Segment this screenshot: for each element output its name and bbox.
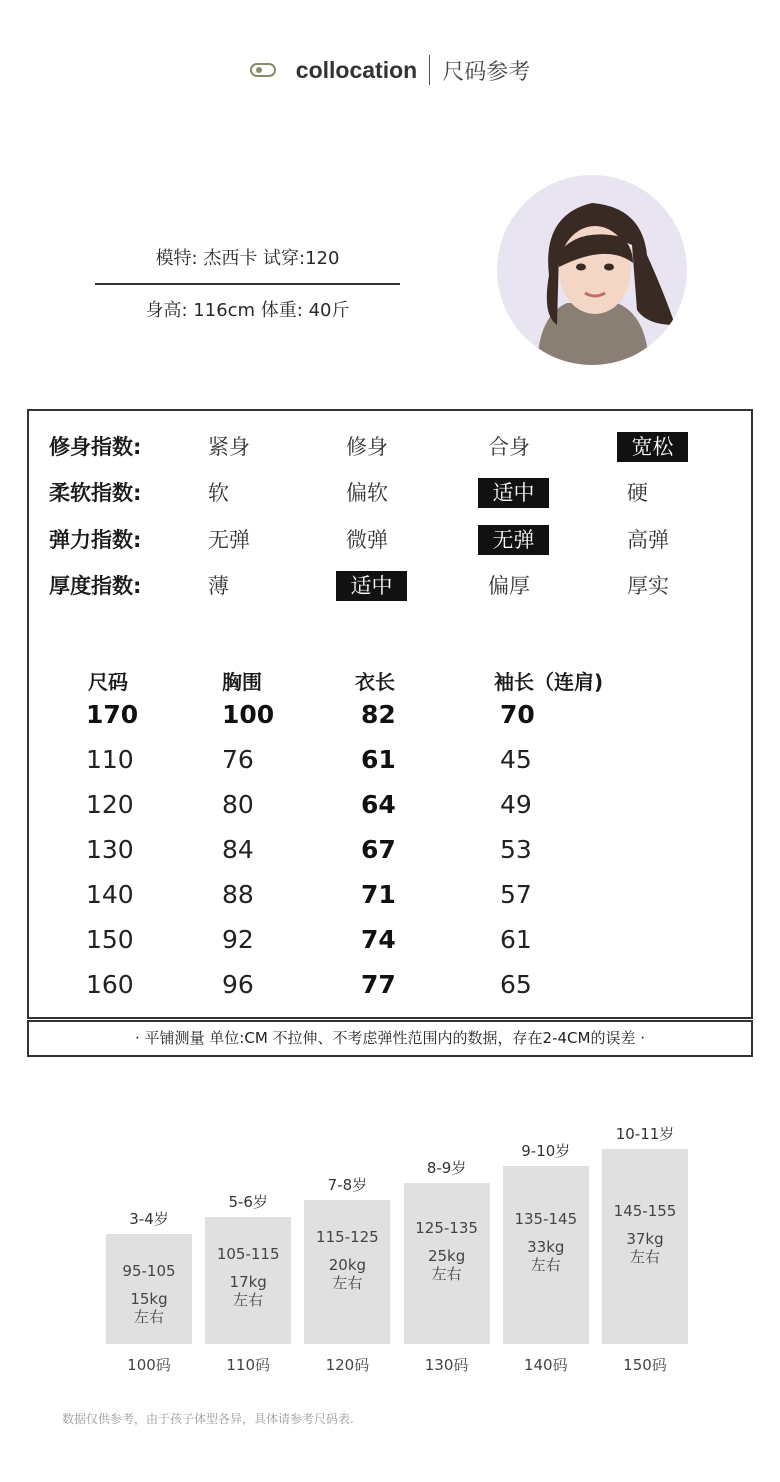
fit-index-label: 柔软指数: <box>49 481 142 505</box>
table-cell: 77 <box>361 970 396 999</box>
model-divider <box>95 283 400 285</box>
fit-option: 薄 <box>208 574 229 598</box>
table-cell: 61 <box>500 925 532 954</box>
chart-height-label: 135-145 <box>514 1210 578 1228</box>
chart-weight-label: 17kg <box>229 1273 267 1291</box>
table-cell: 84 <box>222 835 254 864</box>
header <box>0 50 780 90</box>
chart-size-label: 120码 <box>325 1356 370 1374</box>
chart-size-label: 130码 <box>424 1356 469 1374</box>
measurement-note: · 平铺测量 单位:CM 不拉伸、不考虑弹性范围内的数据，存在2-4CM的误差 · <box>27 1020 753 1057</box>
table-cell: 57 <box>500 880 532 909</box>
fit-option-selected: 无弹 <box>478 525 549 555</box>
fit-option: 紧身 <box>208 435 250 459</box>
chart-age-label: 9-10岁 <box>521 1142 571 1160</box>
table-cell: 130 <box>86 835 134 864</box>
fit-option: 硬 <box>627 481 648 505</box>
chart-height-label: 105-115 <box>216 1245 280 1263</box>
chart-height-label: 145-155 <box>613 1201 677 1220</box>
chart-age-label: 8-9岁 <box>426 1159 467 1177</box>
fit-option: 修身 <box>346 435 388 459</box>
fit-option: 偏软 <box>346 481 388 505</box>
chart-weight-note: 左右 <box>133 1308 164 1326</box>
table-cell: 100 <box>222 700 275 729</box>
chart-weight-note: 左右 <box>431 1264 462 1283</box>
table-cell: 65 <box>500 970 532 999</box>
fit-option: 微弹 <box>346 528 388 552</box>
table-cell: 49 <box>500 790 532 819</box>
table-cell: 71 <box>361 880 396 909</box>
table-header: 胸围 <box>222 670 262 694</box>
chart-age-label: 3-4岁 <box>129 1210 169 1228</box>
table-cell: 140 <box>86 880 134 909</box>
model-avatar <box>497 175 687 365</box>
header-title-en: collocation <box>295 56 418 83</box>
chart-weight-label: 33kg <box>527 1238 565 1256</box>
chart-weight-label: 15kg <box>130 1290 168 1308</box>
chart-weight-note: 左右 <box>629 1247 660 1266</box>
chart-weight-label: 20kg <box>328 1256 367 1274</box>
header-title-cn: 尺码参考 <box>442 59 531 85</box>
fit-option: 软 <box>208 481 229 505</box>
table-cell: 96 <box>222 970 254 999</box>
chart-age-label: 10-11岁 <box>615 1125 675 1143</box>
table-cell: 110 <box>86 745 134 774</box>
chart-size-label: 110码 <box>226 1356 270 1374</box>
footer-disclaimer: 数据仅供参考，由于孩子体型各异，具体请参考尺码表. <box>62 1412 354 1426</box>
table-cell: 160 <box>86 970 134 999</box>
fit-option: 高弹 <box>627 528 669 552</box>
table-cell: 80 <box>222 790 254 819</box>
chart-height-label: 95-105 <box>122 1262 176 1280</box>
chart-weight-note: 左右 <box>530 1256 561 1274</box>
chart-bar <box>106 1234 192 1344</box>
table-cell: 45 <box>500 745 532 774</box>
toggle-icon <box>250 63 276 77</box>
fit-option: 偏厚 <box>488 574 530 598</box>
header-divider <box>429 55 430 85</box>
table-cell: 67 <box>361 835 396 864</box>
table-cell: 92 <box>222 925 254 954</box>
table-cell: 170 <box>86 700 139 729</box>
fit-option: 无弹 <box>208 528 250 552</box>
chart-size-label: 150码 <box>623 1356 667 1374</box>
chart-height-label: 115-125 <box>316 1228 379 1246</box>
chart-size-label: 140码 <box>523 1356 568 1374</box>
chart-size-label: 100码 <box>127 1356 171 1374</box>
fit-index-label: 厚度指数: <box>49 574 142 598</box>
fit-index-label: 弹力指数: <box>49 528 142 552</box>
fit-option: 合身 <box>488 435 530 459</box>
table-cell: 150 <box>86 925 134 954</box>
chart-age-label: 7-8岁 <box>327 1176 368 1194</box>
table-cell: 76 <box>222 745 254 774</box>
chart-weight-note: 左右 <box>332 1274 363 1292</box>
table-header: 尺码 <box>88 670 128 694</box>
chart-weight-label: 37kg <box>626 1229 664 1248</box>
table-cell: 64 <box>361 790 396 819</box>
model-size-line: 身高: 116cm 体重: 40斤 <box>145 300 350 321</box>
table-header: 袖长（连肩) <box>494 670 604 694</box>
table-header: 衣长 <box>355 670 395 694</box>
table-cell: 70 <box>500 700 535 729</box>
fit-option: 厚实 <box>627 574 669 598</box>
table-cell: 61 <box>361 745 396 774</box>
fit-option-selected: 适中 <box>336 571 407 601</box>
table-cell: 82 <box>361 700 396 729</box>
table-cell: 74 <box>361 925 396 954</box>
chart-weight-label: 25kg <box>427 1246 466 1265</box>
fit-option-selected: 宽松 <box>617 432 688 462</box>
model-name-line: 模特: 杰西卡 试穿:120 <box>155 248 340 269</box>
fit-option-selected: 适中 <box>478 478 549 508</box>
table-cell: 53 <box>500 835 532 864</box>
chart-age-label: 5-6岁 <box>228 1193 268 1211</box>
table-cell: 120 <box>86 790 134 819</box>
chart-weight-note: 左右 <box>233 1291 264 1309</box>
fit-index-label: 修身指数: <box>49 435 142 459</box>
table-cell: 88 <box>222 880 254 909</box>
chart-height-label: 125-135 <box>415 1218 478 1237</box>
